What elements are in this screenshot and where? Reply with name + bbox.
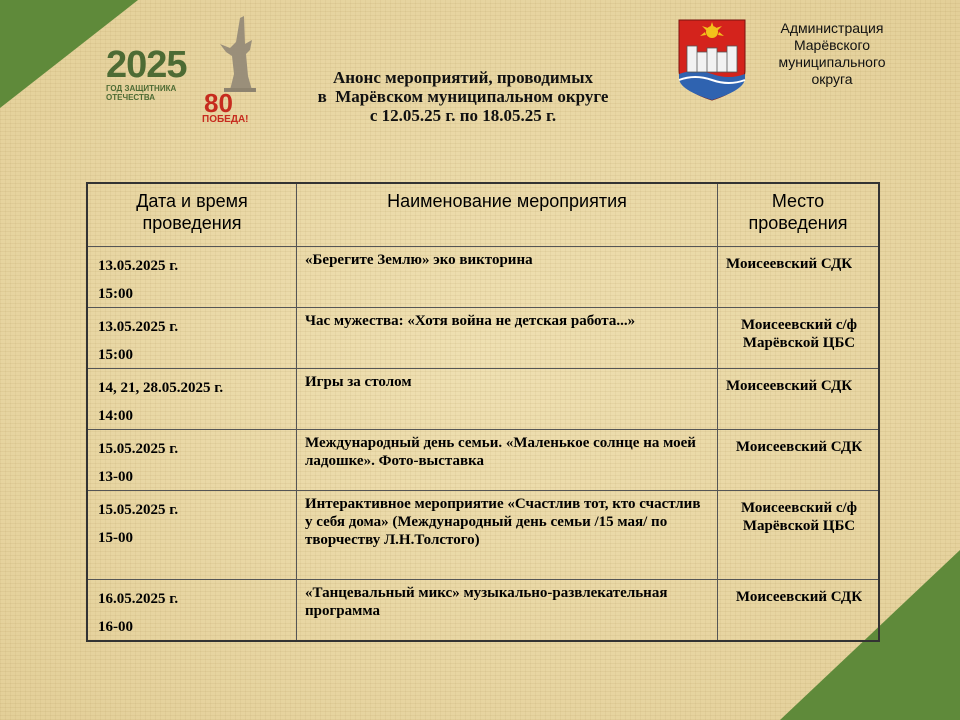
logo-year: 2025 [106, 44, 187, 86]
table-row [87, 369, 879, 430]
admin-line-4: округа [811, 71, 853, 87]
event-time: 14:00 [98, 408, 133, 424]
header-date: Дата и время проведения [87, 183, 297, 247]
event-time: 15:00 [98, 286, 133, 302]
event-place: Моисеевский с/ф Марёвской ЦБС [718, 308, 880, 369]
event-place: Моисеевский СДК [718, 369, 880, 430]
year-defender-logo [106, 46, 196, 114]
event-name: Игры за столом [297, 369, 718, 430]
motherland-statue-icon [220, 16, 256, 92]
event-place: Моисеевский СДК [718, 430, 880, 491]
cell-date [87, 308, 297, 369]
table-header-row [87, 183, 879, 247]
event-time: 15-00 [98, 530, 133, 546]
events-table [86, 182, 880, 642]
victory-text: ПОБЕДА! [202, 114, 249, 124]
cell-date [87, 369, 297, 430]
cell-date [87, 430, 297, 491]
event-place: Моисеевский СДК [718, 580, 880, 642]
table-row [87, 308, 879, 369]
event-time: 16-00 [98, 619, 133, 635]
event-place: Моисеевский с/ф Марёвской ЦБС [718, 491, 880, 580]
event-name: «Танцевальный микс» музыкально-развлекательная программа [297, 580, 718, 642]
title-line-1: Анонс мероприятий, проводимых [332, 68, 594, 87]
logo-caption-2: ОТЕЧЕСТВА [106, 93, 156, 102]
event-name: Интерактивное мероприятие «Счастлив тот, кто счастлив у себя дома» (Международный день семьи /15 мая/ по творчеству Л.Н.Толстого) [297, 491, 718, 580]
event-date: 13.05.2025 г. [98, 258, 179, 274]
table-row [87, 580, 879, 642]
event-place: Моисеевский СДК [718, 247, 880, 308]
event-name: Час мужества: «Хотя война не детская работа...» [297, 308, 718, 369]
header-name: Наименование мероприятия [297, 183, 718, 247]
table-row [87, 247, 879, 308]
event-time: 15:00 [98, 347, 133, 363]
admin-line-2: Марёвского [793, 37, 871, 53]
cell-date [87, 580, 297, 642]
event-date: 14, 21, 28.05.2025 г. [98, 380, 224, 396]
victory-number: 80 [204, 88, 233, 118]
admin-line-3: муниципального [778, 54, 886, 70]
event-name: Международный день семьи. «Маленькое солнце на моей ладошке». Фото-выставка [297, 430, 718, 491]
table-row [87, 430, 879, 491]
title-line-2: в Марёвском муниципальном округе [317, 87, 609, 106]
cell-date [87, 247, 297, 308]
admin-line-1: Администрация [780, 20, 884, 36]
page-title [268, 68, 658, 125]
event-time: 13-00 [98, 469, 133, 485]
header-place: Место проведения [718, 183, 880, 247]
event-date: 15.05.2025 г. [98, 441, 179, 457]
cell-date [87, 491, 297, 580]
event-date: 13.05.2025 г. [98, 319, 179, 335]
event-date: 16.05.2025 г. [98, 591, 179, 607]
victory-80-logo [200, 14, 270, 124]
coat-of-arms-icon [677, 18, 747, 102]
administration-label [752, 20, 912, 88]
event-name: «Берегите Землю» эко викторина [297, 247, 718, 308]
table-row [87, 491, 879, 580]
logo-caption-1: ГОД ЗАЩИТНИКА [106, 84, 177, 93]
title-line-3: с 12.05.25 г. по 18.05.25 г. [369, 106, 557, 125]
event-date: 15.05.2025 г. [98, 502, 179, 518]
